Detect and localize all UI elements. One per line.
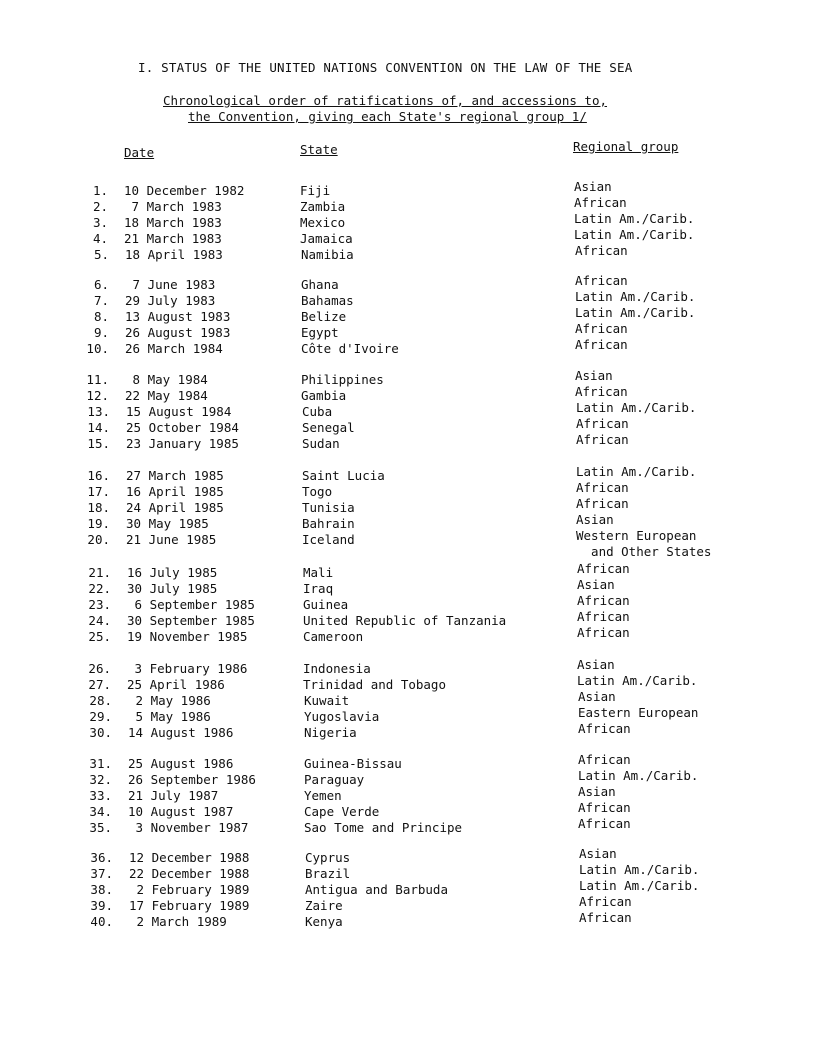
- table-row: [0, 784, 816, 804]
- entry-state: Sudan: [302, 436, 340, 451]
- entry-regional-group: African: [576, 432, 629, 447]
- entry-date: 2 February 1989: [129, 882, 250, 897]
- entry-date: 26 March 1984: [125, 341, 223, 356]
- entry-state: Saint Lucia: [302, 468, 385, 483]
- entry-state: Togo: [302, 484, 333, 499]
- entry-state: Belize: [301, 309, 347, 324]
- table-row: [0, 800, 816, 820]
- entry-regional-group: Asian: [577, 577, 615, 592]
- entry-regional-group: African: [576, 480, 629, 495]
- entry-date: 27 March 1985: [126, 468, 224, 483]
- entry-regional-group: African: [579, 910, 632, 925]
- entry-regional-group: Eastern European: [578, 705, 699, 720]
- table-row: [0, 673, 816, 693]
- entry-date: 16 April 1985: [126, 484, 224, 499]
- entry-regional-group: African: [575, 384, 628, 399]
- entry-regional-group: Asian: [574, 179, 612, 194]
- entry-regional-group: Latin Am./Carib.: [577, 673, 698, 688]
- entry-state: Brazil: [305, 866, 351, 881]
- entry-state: Nigeria: [304, 725, 357, 740]
- entry-number: 36.: [90, 850, 113, 865]
- entry-date: 26 August 1983: [125, 325, 231, 340]
- entry-state: Iraq: [303, 581, 334, 596]
- table-row: [0, 816, 816, 836]
- entry-regional-group: African: [576, 496, 629, 511]
- entry-number: 23.: [88, 597, 111, 612]
- entry-number: 27.: [88, 677, 111, 692]
- column-header-state: State: [300, 142, 338, 157]
- entry-number: 26.: [88, 661, 111, 676]
- entry-state: Egypt: [301, 325, 339, 340]
- table-row: [0, 227, 816, 247]
- table-row: [0, 368, 816, 388]
- table-row: [0, 705, 816, 725]
- entry-number: 40.: [90, 914, 113, 929]
- entry-regional-group: Latin Am./Carib.: [578, 768, 699, 783]
- entry-number: 4.: [92, 231, 108, 246]
- table-row: [0, 910, 816, 930]
- table-row: [0, 561, 816, 581]
- table-row: [0, 243, 816, 263]
- entry-number: 33.: [89, 788, 112, 803]
- entry-regional-group: Asian: [578, 689, 616, 704]
- entry-number: 2.: [92, 199, 108, 214]
- entry-regional-group: Latin Am./Carib.: [575, 305, 696, 320]
- entry-date: 12 December 1988: [129, 850, 250, 865]
- entry-number: 17.: [87, 484, 110, 499]
- entry-number: 11.: [86, 372, 109, 387]
- entry-number: 10.: [86, 341, 109, 356]
- entry-state: Bahrain: [302, 516, 355, 531]
- entry-date: 25 August 1986: [128, 756, 234, 771]
- entry-regional-group: Asian: [576, 512, 614, 527]
- entry-regional-group: African: [577, 609, 630, 624]
- entry-number: 6.: [93, 277, 109, 292]
- entry-date: 25 October 1984: [126, 420, 239, 435]
- entry-regional-group: Western European: [576, 528, 697, 543]
- entry-date: 21 July 1987: [128, 788, 219, 803]
- entry-date: 30 September 1985: [127, 613, 255, 628]
- entry-state: Zaire: [305, 898, 343, 913]
- entry-regional-group: African: [575, 321, 628, 336]
- entry-state: Iceland: [302, 532, 355, 547]
- entry-date: 15 August 1984: [126, 404, 232, 419]
- entry-state: Indonesia: [303, 661, 371, 676]
- entry-number: 3.: [92, 215, 108, 230]
- table-row: [0, 894, 816, 914]
- entry-date: 2 May 1986: [128, 693, 211, 708]
- entry-regional-group: Latin Am./Carib.: [575, 289, 696, 304]
- entry-date: 29 July 1983: [125, 293, 216, 308]
- entry-number: 34.: [89, 804, 112, 819]
- entry-state: Mexico: [300, 215, 346, 230]
- entry-regional-group: Latin Am./Carib.: [576, 464, 697, 479]
- table-row: [0, 305, 816, 325]
- entry-state: Cuba: [302, 404, 333, 419]
- entry-state: Yemen: [304, 788, 342, 803]
- column-header-date: Date: [124, 145, 155, 160]
- entry-state: Sao Tome and Principe: [304, 820, 463, 835]
- entry-number: 29.: [89, 709, 112, 724]
- entry-state: Guinea-Bissau: [304, 756, 402, 771]
- entry-number: 13.: [87, 404, 110, 419]
- entry-regional-group: African: [575, 337, 628, 352]
- entry-date: 6 September 1985: [127, 597, 255, 612]
- entry-number: 14.: [87, 420, 110, 435]
- entry-number: 18.: [87, 500, 110, 515]
- entry-state: Côte d'Ivoire: [301, 341, 399, 356]
- entry-date: 8 May 1984: [125, 372, 208, 387]
- entry-state: Yugoslavia: [304, 709, 380, 724]
- entry-date: 25 April 1986: [127, 677, 225, 692]
- entry-state: Namibia: [301, 247, 354, 262]
- entry-regional-group: Latin Am./Carib.: [574, 211, 695, 226]
- entry-date: 2 March 1989: [129, 914, 227, 929]
- entry-number: 9.: [93, 325, 109, 340]
- entry-date: 23 January 1985: [126, 436, 239, 451]
- entry-number: 20.: [87, 532, 110, 547]
- entry-state: Senegal: [302, 420, 355, 435]
- table-row: [0, 625, 816, 645]
- entry-regional-group: Latin Am./Carib.: [579, 862, 700, 877]
- entry-regional-group: African: [579, 894, 632, 909]
- entry-number: 15.: [87, 436, 110, 451]
- entry-state: Kuwait: [304, 693, 350, 708]
- entry-state: Kenya: [305, 914, 343, 929]
- entry-date: 16 July 1985: [127, 565, 218, 580]
- entry-number: 25.: [88, 629, 111, 644]
- entry-state: Bahamas: [301, 293, 354, 308]
- entry-state: Fiji: [300, 183, 331, 198]
- entry-regional-group: African: [578, 752, 631, 767]
- entry-state: Ghana: [301, 277, 339, 292]
- entry-state: Gambia: [301, 388, 347, 403]
- entry-regional-group: African: [578, 721, 631, 736]
- entry-regional-group: African: [578, 800, 631, 815]
- entry-date: 7 June 1983: [125, 277, 216, 292]
- table-row: [0, 721, 816, 741]
- entry-date: 7 March 1983: [124, 199, 222, 214]
- entry-number: 22.: [88, 581, 111, 596]
- entry-regional-group: Latin Am./Carib.: [576, 400, 697, 415]
- entry-date: 30 July 1985: [127, 581, 218, 596]
- table-row: [0, 416, 816, 436]
- entry-date: 10 December 1982: [124, 183, 245, 198]
- entry-state: Trinidad and Tobago: [303, 677, 446, 692]
- entry-date: 21 June 1985: [126, 532, 217, 547]
- entry-number: 38.: [90, 882, 113, 897]
- table-row: [0, 528, 816, 559]
- table-row: [0, 432, 816, 452]
- entry-state: Guinea: [303, 597, 349, 612]
- entry-number: 39.: [90, 898, 113, 913]
- entry-regional-group: African: [575, 273, 628, 288]
- entry-number: 8.: [93, 309, 109, 324]
- column-header-regional-group: Regional group: [573, 139, 679, 154]
- table-row: [0, 321, 816, 341]
- table-row: [0, 179, 816, 199]
- entry-state: Paraguay: [304, 772, 365, 787]
- entry-date: 30 May 1985: [126, 516, 209, 531]
- entry-state: Jamaica: [300, 231, 353, 246]
- entry-regional-group: African: [574, 195, 627, 210]
- table-row: [0, 609, 816, 629]
- entry-date: 3 February 1986: [127, 661, 248, 676]
- entry-date: 18 March 1983: [124, 215, 222, 230]
- entry-date: 18 April 1983: [125, 247, 223, 262]
- entry-number: 19.: [87, 516, 110, 531]
- entry-date: 3 November 1987: [128, 820, 249, 835]
- table-row: [0, 768, 816, 788]
- page-title: I. STATUS OF THE UNITED NATIONS CONVENTION ON THE LAW OF THE SEA: [138, 60, 633, 75]
- entry-number: 30.: [89, 725, 112, 740]
- entry-date: 22 December 1988: [129, 866, 250, 881]
- entry-date: 21 March 1983: [124, 231, 222, 246]
- entry-state: United Republic of Tanzania: [303, 613, 507, 628]
- entry-state: Tunisia: [302, 500, 355, 515]
- entry-date: 24 April 1985: [126, 500, 224, 515]
- table-row: [0, 496, 816, 516]
- entry-state: Cape Verde: [304, 804, 380, 819]
- entry-regional-group: African: [576, 416, 629, 431]
- entry-state: Mali: [303, 565, 334, 580]
- entry-regional-group: African: [578, 816, 631, 831]
- entry-number: 7.: [93, 293, 109, 308]
- entry-regional-group-continued: and Other States: [576, 544, 712, 559]
- table-row: [0, 878, 816, 898]
- entry-date: 13 August 1983: [125, 309, 231, 324]
- table-row: [0, 577, 816, 597]
- entry-number: 28.: [89, 693, 112, 708]
- entry-regional-group: Asian: [578, 784, 616, 799]
- entry-state: Zambia: [300, 199, 346, 214]
- entry-regional-group: Latin Am./Carib.: [574, 227, 695, 242]
- entry-number: 37.: [90, 866, 113, 881]
- subtitle-line-1: Chronological order of ratifications of, and accessions to,: [163, 93, 608, 108]
- table-row: [0, 400, 816, 420]
- entry-regional-group: Asian: [575, 368, 613, 383]
- entry-number: 24.: [88, 613, 111, 628]
- table-row: [0, 337, 816, 357]
- entry-regional-group: African: [577, 625, 630, 640]
- entry-date: 22 May 1984: [125, 388, 208, 403]
- entry-state: Philippines: [301, 372, 384, 387]
- entry-regional-group: African: [577, 561, 630, 576]
- entry-number: 35.: [89, 820, 112, 835]
- entry-state: Antigua and Barbuda: [305, 882, 448, 897]
- table-row: [0, 593, 816, 613]
- entry-date: 14 August 1986: [128, 725, 234, 740]
- entry-number: 16.: [87, 468, 110, 483]
- entry-date: 26 September 1986: [128, 772, 256, 787]
- entry-number: 1.: [92, 183, 108, 198]
- entry-number: 12.: [86, 388, 109, 403]
- entry-regional-group: Asian: [579, 846, 617, 861]
- entry-date: 19 November 1985: [127, 629, 248, 644]
- entry-date: 10 August 1987: [128, 804, 234, 819]
- entry-regional-group: Latin Am./Carib.: [579, 878, 700, 893]
- entry-number: 5.: [93, 247, 109, 262]
- table-row: [0, 480, 816, 500]
- entry-number: 21.: [88, 565, 111, 580]
- entry-number: 31.: [89, 756, 112, 771]
- entry-regional-group: African: [577, 593, 630, 608]
- table-row: [0, 464, 816, 484]
- entry-regional-group: African: [575, 243, 628, 258]
- entry-state: Cameroon: [303, 629, 364, 644]
- entry-regional-group: Asian: [577, 657, 615, 672]
- entry-number: 32.: [89, 772, 112, 787]
- subtitle-line-2: the Convention, giving each State's regional group 1/: [188, 109, 587, 124]
- entry-state: Cyprus: [305, 850, 351, 865]
- entry-date: 5 May 1986: [128, 709, 211, 724]
- entry-date: 17 February 1989: [129, 898, 250, 913]
